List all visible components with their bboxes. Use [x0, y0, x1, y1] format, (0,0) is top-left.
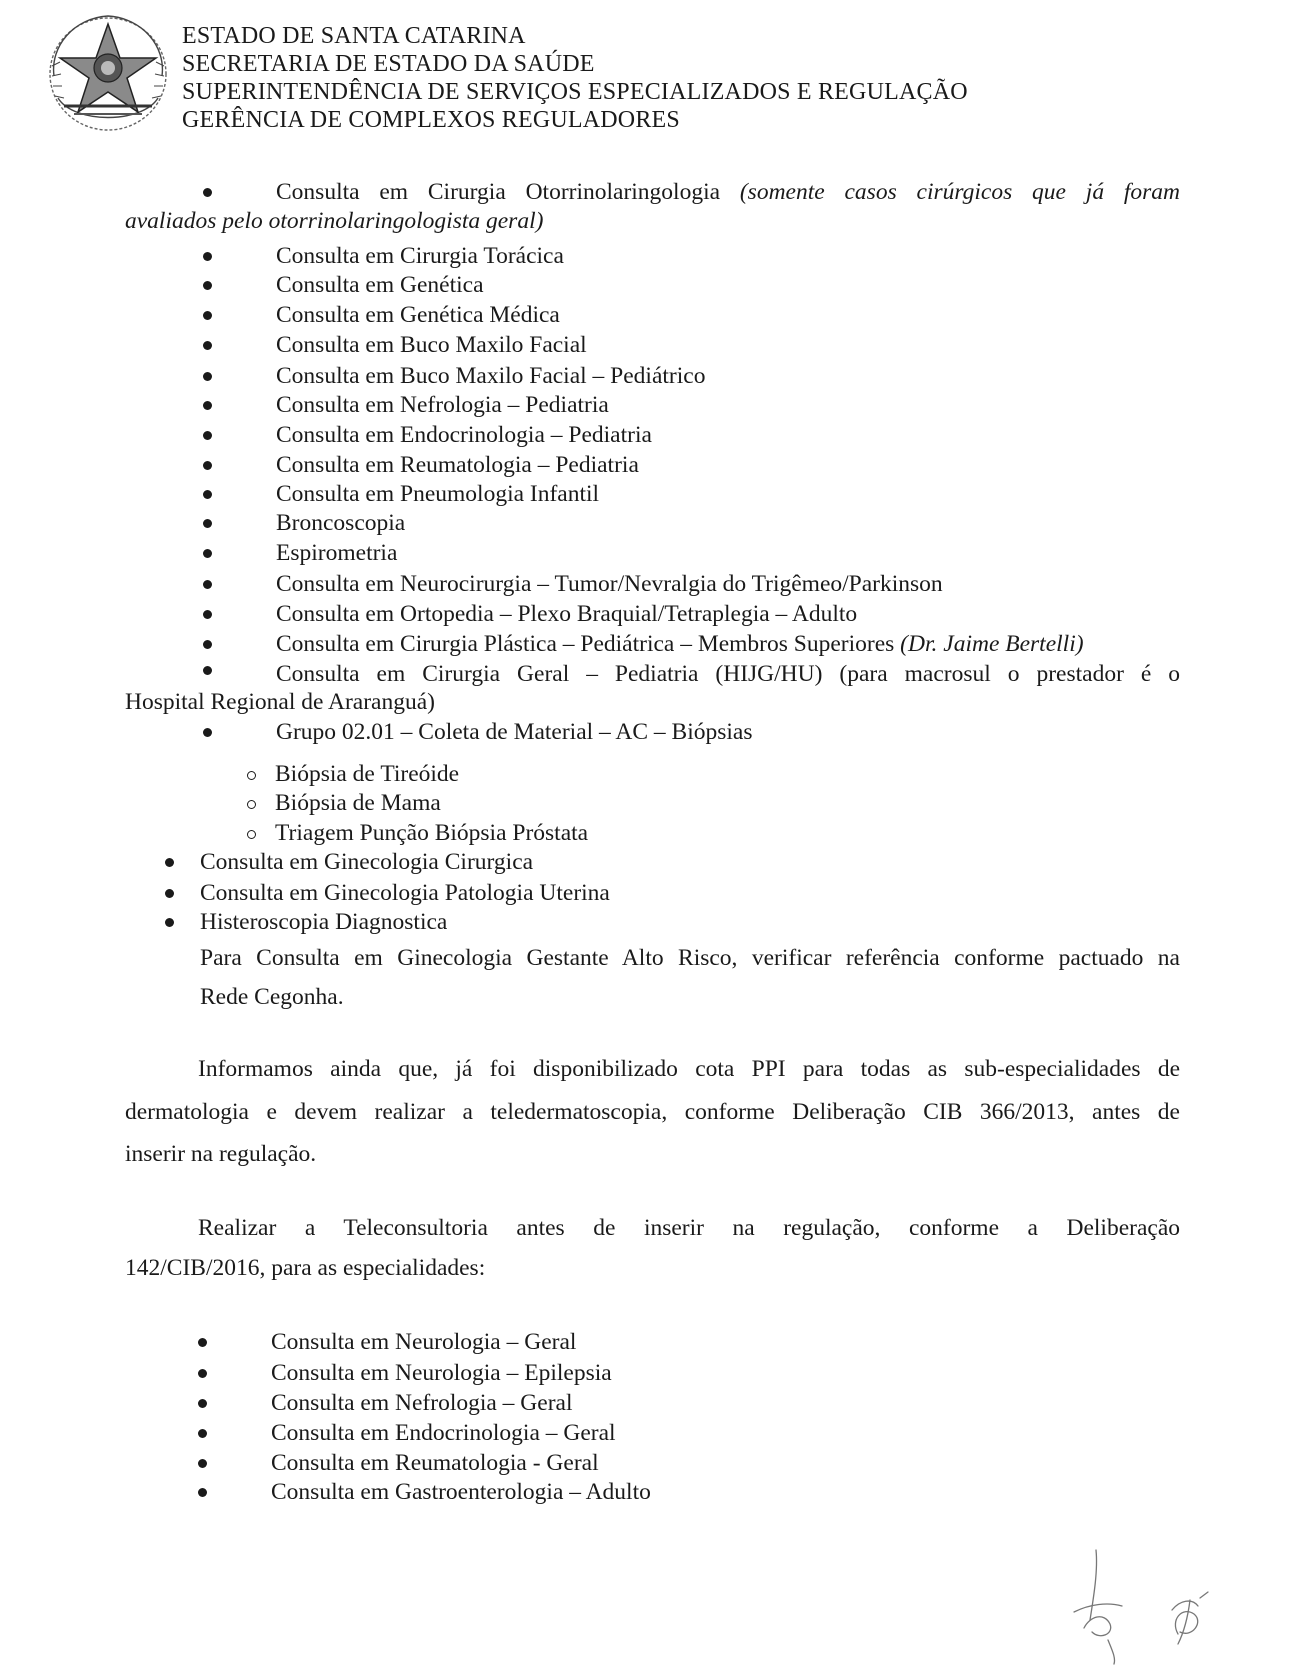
list-item: Consulta em Nefrologia – Geral: [271, 1390, 573, 1416]
bullet-icon: [203, 281, 212, 290]
list-item: Consulta em Cirurgia Torácica: [276, 243, 564, 269]
bullet-icon: [198, 1459, 207, 1468]
bullet-icon: [203, 188, 212, 197]
paragraph1-line2: dermatologia e devem realizar a teledermatoscopia, conforme Deliberação CIB 366/2013, antes de: [125, 1099, 1180, 1125]
letterhead: [40, 6, 1240, 146]
paragraph2-line2: 142/CIB/2016, para as especialidades:: [125, 1255, 486, 1281]
paragraph2-line1: Realizar a Teleconsultoria antes de inserir na regulação, conforme a Deliberação: [198, 1215, 1180, 1241]
list-item: Consulta em Genética: [276, 272, 484, 298]
bullet-icon: [198, 1488, 207, 1497]
list-item: Consulta em Endocrinologia – Pediatria: [276, 422, 652, 448]
list-item: Consulta em Genética Médica: [276, 302, 560, 328]
letterhead-text: [182, 22, 968, 134]
list-item: Broncoscopia: [276, 510, 406, 536]
bullet-icon: [203, 372, 212, 381]
bullet-icon: [203, 666, 212, 675]
bullet-icon: [203, 610, 212, 619]
list-item: Consulta em Reumatologia - Geral: [271, 1450, 599, 1476]
bullet-icon: [203, 519, 212, 528]
sub-list-item: Biópsia de Tireóide: [275, 761, 460, 787]
sub-bullet-icon: [247, 771, 256, 780]
list-item: Histeroscopia Diagnostica: [200, 909, 448, 935]
header-line-superintendence: SUPERINTENDÊNCIA DE SERVIÇOS ESPECIALIZADOS E REGULAÇÃO: [182, 79, 968, 105]
bullet-icon: [203, 728, 212, 737]
bullet-icon: [203, 461, 212, 470]
bullet-icon: [165, 858, 174, 867]
list-item-grupo: Grupo 02.01 – Coleta de Material – AC – Biópsias: [276, 719, 753, 745]
list-item: Consulta em Ortopedia – Plexo Braquial/Tetraplegia – Adulto: [276, 601, 858, 627]
bullet-icon: [203, 640, 212, 649]
list-item-plastica-note: (Dr. Jaime Bertelli): [900, 631, 1084, 657]
bullet-icon: [203, 431, 212, 440]
bullet-icon: [203, 580, 212, 589]
list-item: Consulta em Pneumologia Infantil: [276, 481, 600, 507]
list-item: Consulta em Buco Maxilo Facial – Pediátrico: [276, 363, 706, 389]
list-item: Consulta em Reumatologia – Pediatria: [276, 452, 639, 478]
bullet-icon: [165, 889, 174, 898]
sub-list-item: Biópsia de Mama: [275, 790, 441, 816]
bullet-icon: [203, 549, 212, 558]
list-item: Consulta em Ginecologia Patologia Uterina: [200, 880, 610, 906]
list-item-geral-line2: Hospital Regional de Araranguá): [125, 689, 435, 715]
list-item-otorrino-line2: avaliados pelo otorrinolaringologista geral): [125, 208, 544, 234]
list-item-otorrino-label: Consulta em Cirurgia Otorrinolaringologia: [276, 179, 721, 205]
paragraph1-line1: Informamos ainda que, já foi disponibilizado cota PPI para todas as sub-especialidades de: [198, 1056, 1180, 1082]
list-item-geral-line1: Consulta em Cirurgia Geral – Pediatria (HIJG/HU) (para macrosul o prestador é o: [276, 661, 1180, 687]
sub-bullet-icon: [247, 830, 256, 839]
list-item: Consulta em Neurologia – Epilepsia: [271, 1360, 612, 1386]
note-line1: Para Consulta em Ginecologia Gestante Alto Risco, verificar referência conforme pactuado na: [200, 945, 1180, 971]
list-item: Consulta em Ginecologia Cirurgica: [200, 849, 534, 875]
bullet-icon: [203, 341, 212, 350]
bullet-icon: [203, 252, 212, 261]
sub-list-item: Triagem Punção Biópsia Próstata: [275, 820, 589, 846]
paragraph1-line3: inserir na regulação.: [125, 1141, 317, 1167]
list-item-otorrino-note: (somente casos cirúrgicos que já foram: [739, 179, 1181, 205]
list-item: Consulta em Nefrologia – Pediatria: [276, 392, 609, 418]
list-item-otorrino-line1: [276, 178, 1180, 206]
bullet-icon: [198, 1338, 207, 1347]
list-item: Consulta em Gastroenterologia – Adulto: [271, 1479, 651, 1505]
bullet-icon: [198, 1429, 207, 1438]
note-line2: Rede Cegonha.: [200, 984, 344, 1010]
bullet-icon: [203, 401, 212, 410]
list-item: Consulta em Neurocirurgia – Tumor/Nevralgia do Trigêmeo/Parkinson: [276, 571, 943, 597]
list-item: Espirometria: [276, 540, 398, 566]
sub-bullet-icon: [247, 800, 256, 809]
header-line-secretariat: SECRETARIA DE ESTADO DA SAÚDE: [182, 51, 595, 77]
bullet-icon: [165, 918, 174, 927]
list-item: Consulta em Endocrinologia – Geral: [271, 1420, 616, 1446]
bullet-icon: [203, 490, 212, 499]
bullet-icon: [198, 1369, 207, 1378]
bullet-icon: [203, 311, 212, 320]
list-item-plastica-label: Consulta em Cirurgia Plástica – Pediátrica – Membros Superiores: [276, 631, 895, 657]
coat-of-arms-icon: [44, 6, 172, 138]
list-item: Consulta em Buco Maxilo Facial: [276, 332, 587, 358]
header-line-state: ESTADO DE SANTA CATARINA: [182, 23, 526, 49]
header-line-management: GERÊNCIA DE COMPLEXOS REGULADORES: [182, 107, 680, 133]
handwritten-initials-icon: [1060, 1540, 1220, 1665]
list-item-plastica: [276, 630, 1084, 658]
bullet-icon: [198, 1399, 207, 1408]
list-item: Consulta em Neurologia – Geral: [271, 1329, 577, 1355]
